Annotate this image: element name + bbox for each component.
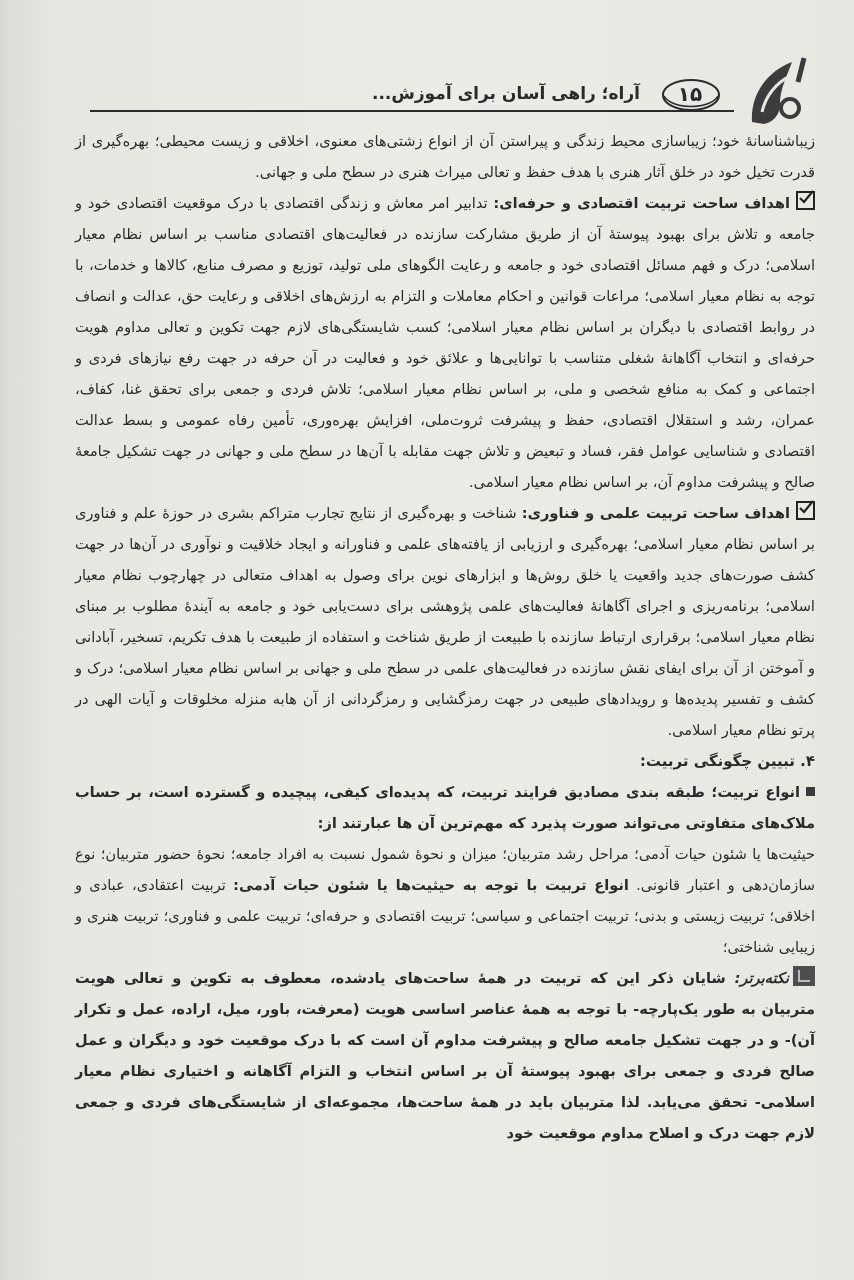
education-types-text-2: تربیت اعتقادی، عبادی و اخلاقی؛ تربیت زیستی و بدنی؛ تربیت اجتماعی و سیاسی؛ تربیت اقتصادی و حرفه‌ای؛ تربیت علمی و فناوری؛ تربیت هنری و زیبایی شناختی؛ bbox=[75, 877, 815, 956]
education-types-intro bbox=[75, 777, 815, 839]
economic-goals-paragraph bbox=[75, 188, 815, 498]
page-body bbox=[75, 126, 815, 1149]
publisher-logo bbox=[740, 52, 810, 130]
running-title: آراه؛ راهی آسان برای آموزش... bbox=[372, 84, 640, 104]
note-icon bbox=[793, 966, 815, 986]
note-text: شایان ذکر این که تربیت در همهٔ ساحت‌های یادشده، معطوف به تکوین و تعالی هویت متربیان به طور یک‌پارچه- با توجه به همهٔ عناصر اساسی هویت (معرفت، باور، میل، اراده، عمل و تکرار آن)- و در جهت تشکیل جامعه صالح و پیشرفت مداوم آن است که با درک موقعیت خود و دیگران و عمل صالح فردی و جمعی برای بهبود پیوستهٔ آن بر اساس انتخاب و التزام آگاهانه و اختیاری نظام معیار اسلامی- تحقق می‌یابد. لذا متربیان باید در همهٔ ساحت‌ها، مجموعه‌ای از شایستگی‌های فردی و جمعی لازم جهت درک و اصلاح مداوم موقعیت خود bbox=[75, 970, 815, 1142]
checkmark-box-icon bbox=[796, 191, 815, 210]
education-types-paragraph bbox=[75, 839, 815, 963]
note-label: نکته‌برتر: bbox=[734, 970, 789, 987]
note-paragraph bbox=[75, 963, 815, 1149]
economic-goals-heading: اهداف ساحت تربیت اقتصادی و حرفه‌ای: bbox=[493, 195, 790, 212]
page-number: ۱۵ bbox=[677, 82, 703, 106]
education-types-bold: انواع تربیت؛ طبقه بندی مصادیق فرایند تربیت، که پدیده‌ای کیفی، پیچیده و گسترده است، بر حساب ملاک‌های متفاوتی می‌تواند صورت پذیرد که مهم‌ترین آن ها عبارتند از: bbox=[75, 784, 815, 832]
intro-paragraph: زیباشناسانهٔ خود؛ زیباسازی محیط زندگی و پیراستن آن از انواع زشتی‌های معنوی، اخلاقی و زیست محیطی؛ بهره‌گیری از قدرت تخیل خود در خلق آثار هنری با هدف حفظ و تعالی میراث هنری در سطح ملی و جهانی. bbox=[75, 133, 815, 181]
science-goals-paragraph bbox=[75, 498, 815, 746]
economic-goals-text: تدابیر امر معاش و زندگی اقتصادی با درک موقعیت اقتصادی خود و جامعه و تلاش برای بهبود پیوستهٔ آن از طریق مشارکت سازنده در فعالیت‌های اقتصادی مناسب بر اساس نظام معیار اسلامی؛ درک و فهم مسائل اقتصادی خود و جامعه و رعایت الگوهای ملی تولید، توزیع و مصرف منابع، کالاها و خدمات، با توجه به نظام معیار اسلامی؛ مراعات قوانین و احکام معاملات و التزام به ارزش‌های اخلاقی و رعایت حق، عدالت و انصاف در روابط اقتصادی با دیگران بر اساس نظام معیار اسلامی؛ کسب شایستگی‌های لازم جهت تکوین و تعالی مداوم هویت حرفه‌ای و انتخاب آگاهانهٔ شغلی متناسب با توانایی‌ها و علائق خود و فعالیت در آن حرفه در جهت رفع نیازهای فردی و اجتماعی و کمک به منافع شخصی و ملی، بر اساس نظام معیار اسلامی؛ تلاش فردی و جمعی برای تحقق غنا، کفاف، عمران، رشد و استقلال اقتصادی، حفظ و پیشرفت ثروت‌ملی، افزایش بهره‌وری، تأمین رفاه عمومی و بسط عدالت اقتصادی و شناسایی عوامل فقر، فساد و تبعیض و تلاش جهت مقابله با آن‌ها در سطح ملی و جهانی در جهت تشکیل جامعهٔ صالح و پیشرفت مداوم آن، بر اساس نظام معیار اسلامی. bbox=[75, 195, 815, 491]
square-bullet-icon bbox=[806, 787, 815, 796]
header-rule bbox=[90, 110, 734, 112]
science-goals-heading: اهداف ساحت تربیت علمی و فناوری: bbox=[521, 505, 791, 522]
page-header bbox=[70, 72, 830, 122]
science-goals-text: شناخت و بهره‌گیری از نتایج تجارب متراکم بشری در حوزهٔ علم و فناوری بر اساس نظام معیار اسلامی؛ بهره‌گیری و ارزیابی از یافته‌های علمی و فناورانه و ایجاد خلاقیت و نوآوری در آن‌ها در جهت کشف صورت‌های جدید واقعیت یا خلق روش‌ها و ابزارهای نوین برای وصول به اهداف متعالی در چهارچوب نظام معیار اسلامی؛ برنامه‌ریزی و اجرای آگاهانهٔ فعالیت‌های علمی پژوهشی برای دست‌یابی خود و جامعه به آیندهٔ مطلوب بر مبنای نظام معیار اسلامی؛ برقراری ارتباط سازنده با طبیعت از طریق شناخت و استفاده از طبیعت با هدف تکریم، تسخیر، آبادانی و آموختن از آن برای ایفای نقش سازنده در فعالیت‌های علمی در سطح ملی و جهانی بر اساس نظام معیار اسلامی؛ درک و کشف و تفسیر پدیده‌ها و رویدادهای طبیعی در جهت رمزگشایی و رمزگردانی از آن هابه منزله مخلوقات و آیات الهی در پرتو نظام معیار اسلامی. bbox=[75, 505, 815, 739]
section-4-title: ۴. تبیین چگونگی تربیت: bbox=[639, 752, 815, 770]
checkmark-box-icon bbox=[796, 501, 815, 520]
education-types-text-1: حیثیت‌ها یا شئون حیات آدمی؛ مراحل رشد متربیان؛ میزان و نحوهٔ شمول نسبت به افراد جامعه؛ نحوهٔ حضور متربیان؛ نوع سازمان‌دهی و اعتبار قانونی. bbox=[75, 846, 815, 894]
education-types-bold-2: انواع تربیت با توجه به حیثیت‌ها یا شئون حیات آدمی: bbox=[233, 877, 629, 894]
